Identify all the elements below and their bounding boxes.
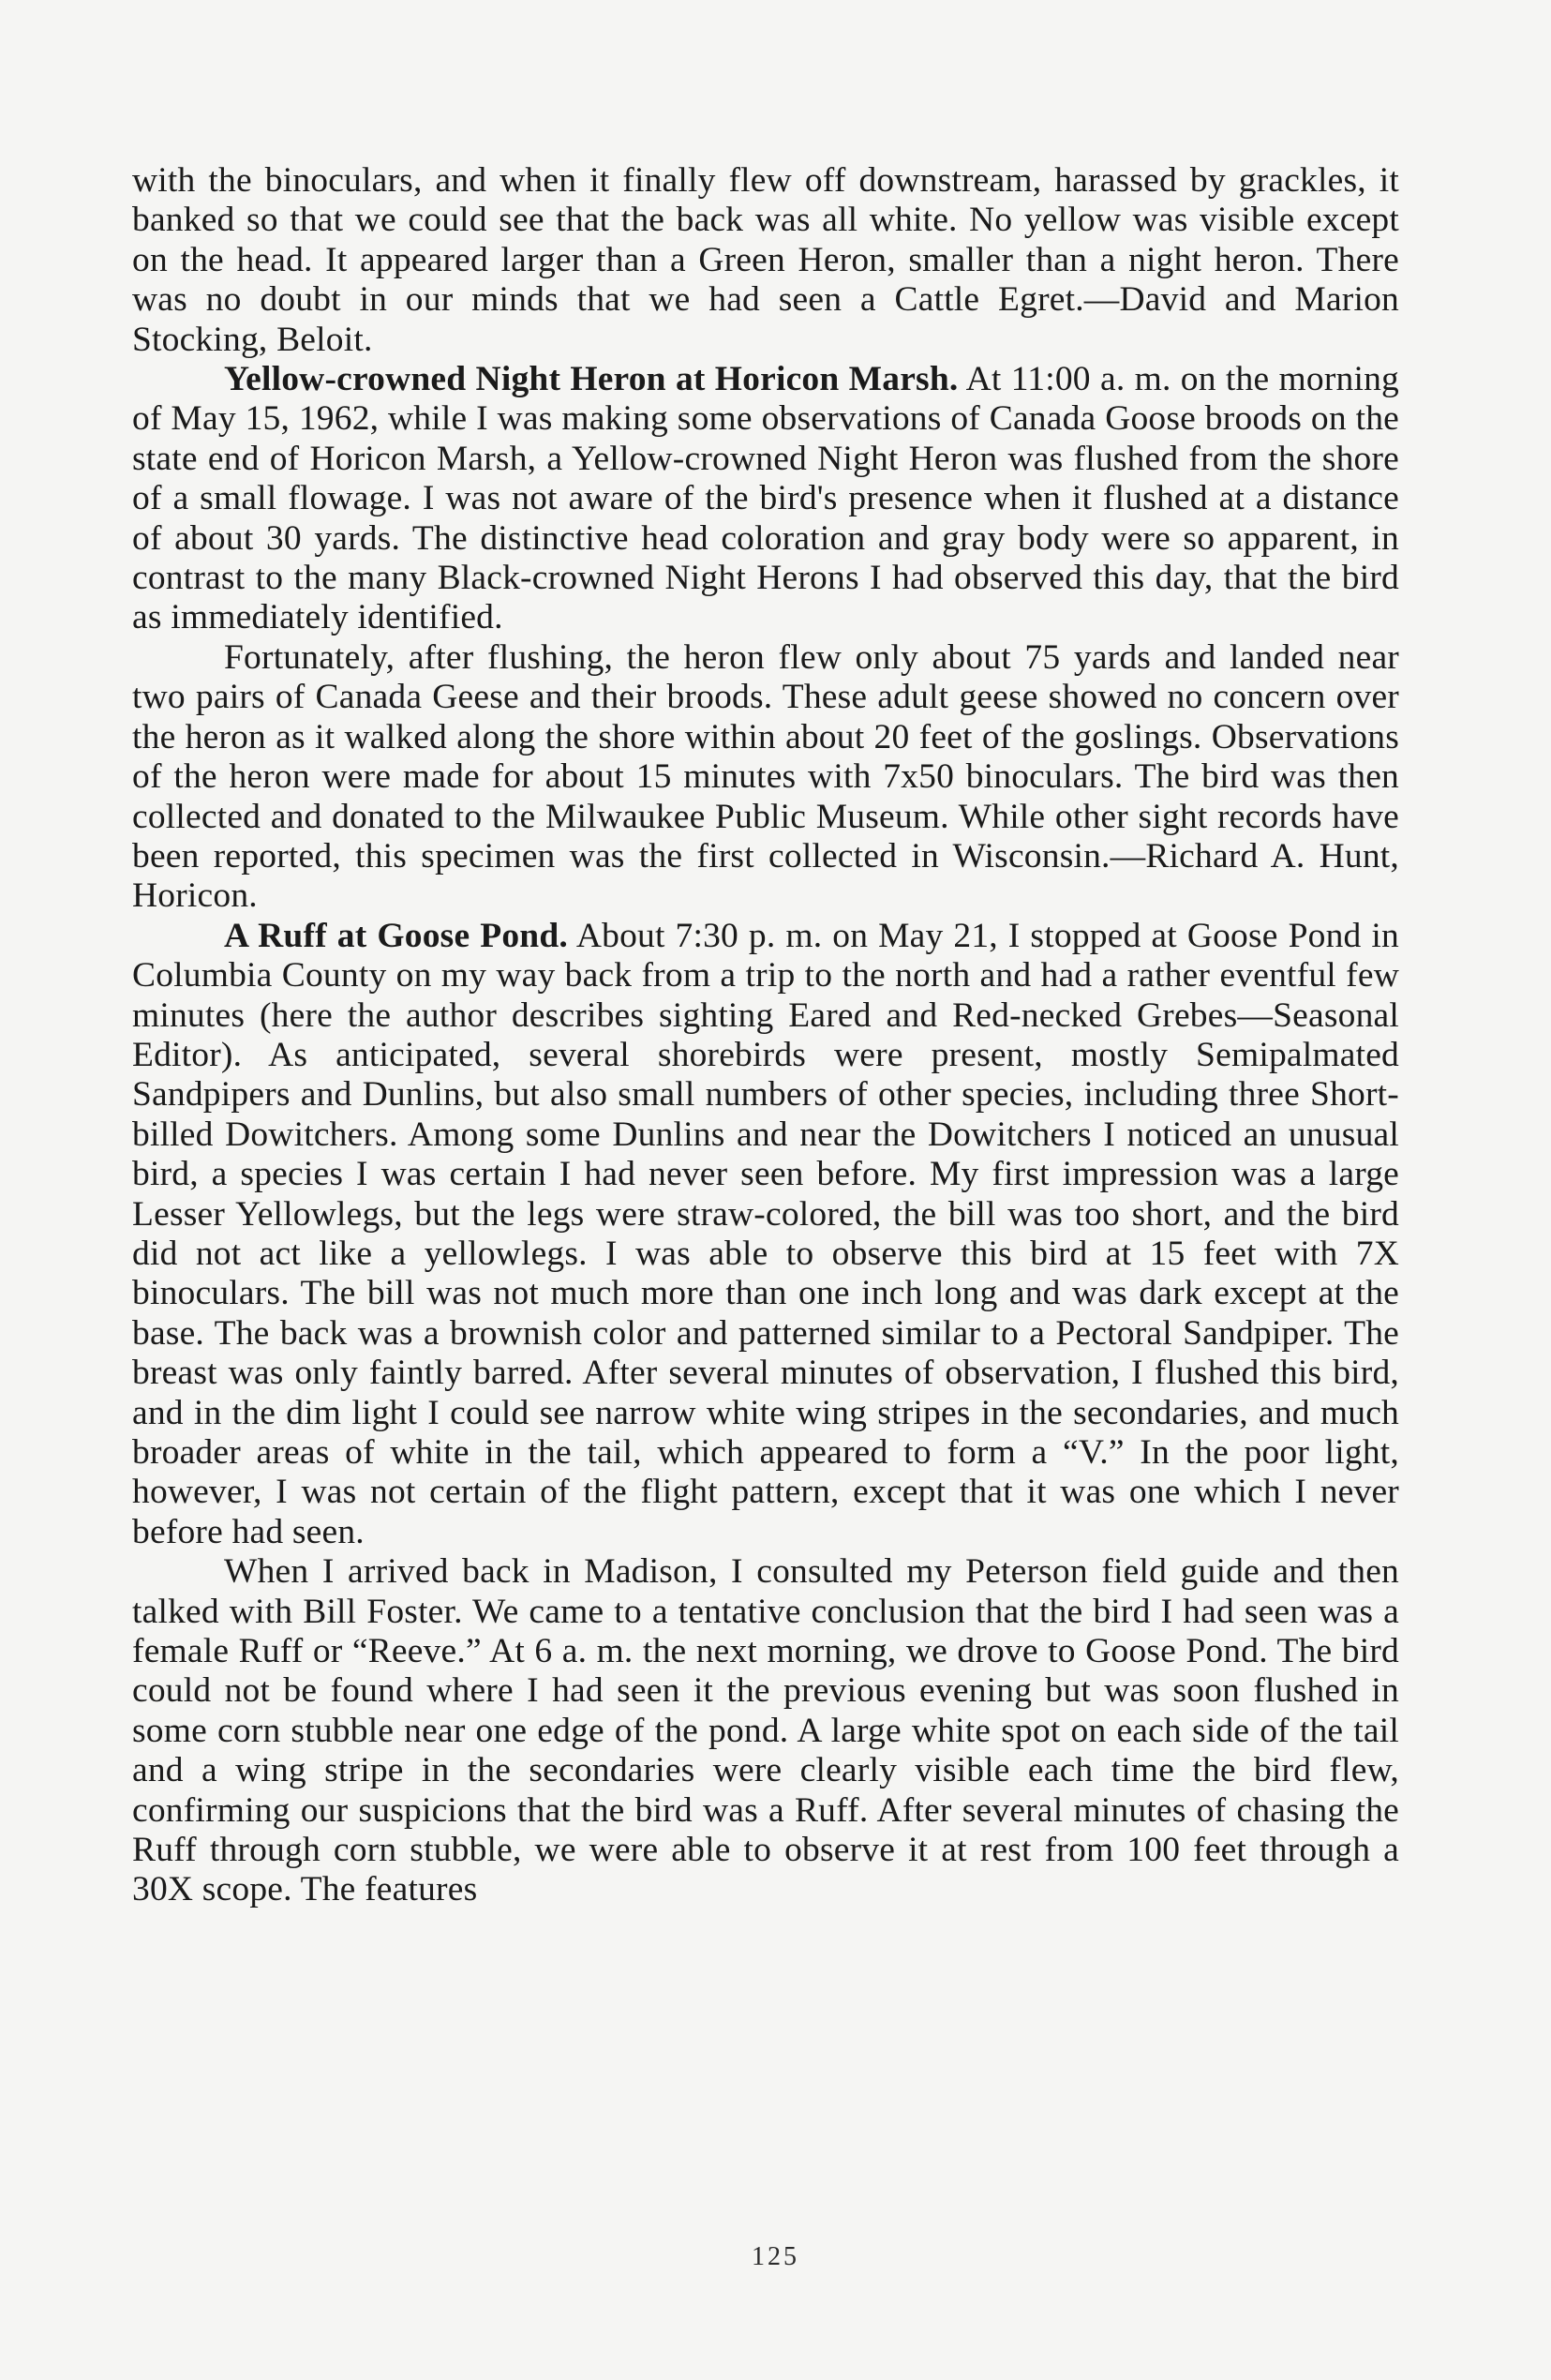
- paragraph-text: About 7:30 p. m. on May 21, I stopped at Goose Pond in Columbia County on my way back from a trip to the north and had a rather eventful few minutes (here the author describes sighting Eared and Red-necked Grebes—Seasonal Editor). As anticipated, several shorebirds were present, mostly Semipalmated Sandpipers and Dunlins, but also small numbers of other species, including three Short-billed Dowitchers. Among some Dunlins and near the Dowitchers I noticed an unusual bird, a species I was certain I had never seen before. My first impression was a large Lesser Yellowlegs, but the legs were straw-colored, the bill was too short, and the bird did not act like a yellowlegs. I was able to observe this bird at 15 feet with 7X binoculars. The bill was not much more than one inch long and was dark except at the base. The back was a brownish color and patterned similar to a Pectoral Sandpiper. The breast was only faintly barred. After several minutes of observation, I flushed this bird, and in the dim light I could see narrow white wing stripes in the secondaries, and much broader areas of white in the tail, which appeared to form a “V.” In the poor light, however, I was not certain of the flight pattern, except that it was one which I never before had seen.: [132, 916, 1399, 1551]
- page-number: 125: [752, 2242, 799, 2271]
- paragraph-ruff-followup: [132, 1552, 1399, 1910]
- paragraph-text: Fortunately, after flushing, the heron flew only about 75 yards and landed near two pairs of Canada Geese and their broods. These adult geese showed no concern over the heron as it walked along the shore within about 20 feet of the goslings. Observations of the heron were made for about 15 minutes with 7x50 binoculars. The bird was then collected and donated to the Milwaukee Public Museum. While other sight records have been reported, this specimen was the first collected in Wisconsin.—Richard A. Hunt, Horicon.: [132, 637, 1399, 916]
- paragraph-text: with the binoculars, and when it finally flew off downstream, harassed by grackles, it banked so that we could see that the back was all white. No yellow was visible except on the head. It appeared larger than a Green Heron, smaller than a night heron. There was no doubt in our minds that we had seen a Cattle Egret.—David and Marion Stocking, Beloit.: [132, 161, 1399, 359]
- article-body: [132, 161, 1399, 1910]
- section-heading-ruff: A Ruff at Goose Pond.: [224, 916, 568, 955]
- paragraph-text: At 11:00 a. m. on the morning of May 15, 1962, while I was making some observations of Canada Goose broods on the state end of Horicon Marsh, a Yellow-crowned Night Heron was flushed from the shore of a small flowage. I was not aware of the bird's presence when it flushed at a distance of about 30 yards. The distinctive head coloration and gray body were so apparent, in contrast to the many Black-crowned Night Herons I had observed this day, that the bird as immediately identified.: [132, 360, 1399, 637]
- paragraph-night-heron-observation: [132, 638, 1399, 917]
- paragraph-cattle-egret-ending: [132, 161, 1399, 360]
- paragraph-night-heron-intro: [132, 360, 1399, 638]
- section-heading-night-heron: Yellow-crowned Night Heron at Horicon Marsh.: [224, 360, 959, 399]
- paragraph-text: When I arrived back in Madison, I consulted my Peterson field guide and then talked with Bill Foster. We came to a tentative conclusion that the bird I had seen was a female Ruff or “Reeve.” At 6 a. m. the next morning, we drove to Goose Pond. The bird could not be found where I had seen it the previous evening but was soon flushed in some corn stubble near one edge of the pond. A large white spot on each side of the tail and a wing stripe in the secondaries were clearly visible each time the bird flew, confirming our suspicions that the bird was a Ruff. After several minutes of chasing the Ruff through corn stubble, we were able to observe it at rest from 100 feet through a 30X scope. The features: [132, 1552, 1399, 1909]
- paragraph-ruff-intro: [132, 917, 1399, 1553]
